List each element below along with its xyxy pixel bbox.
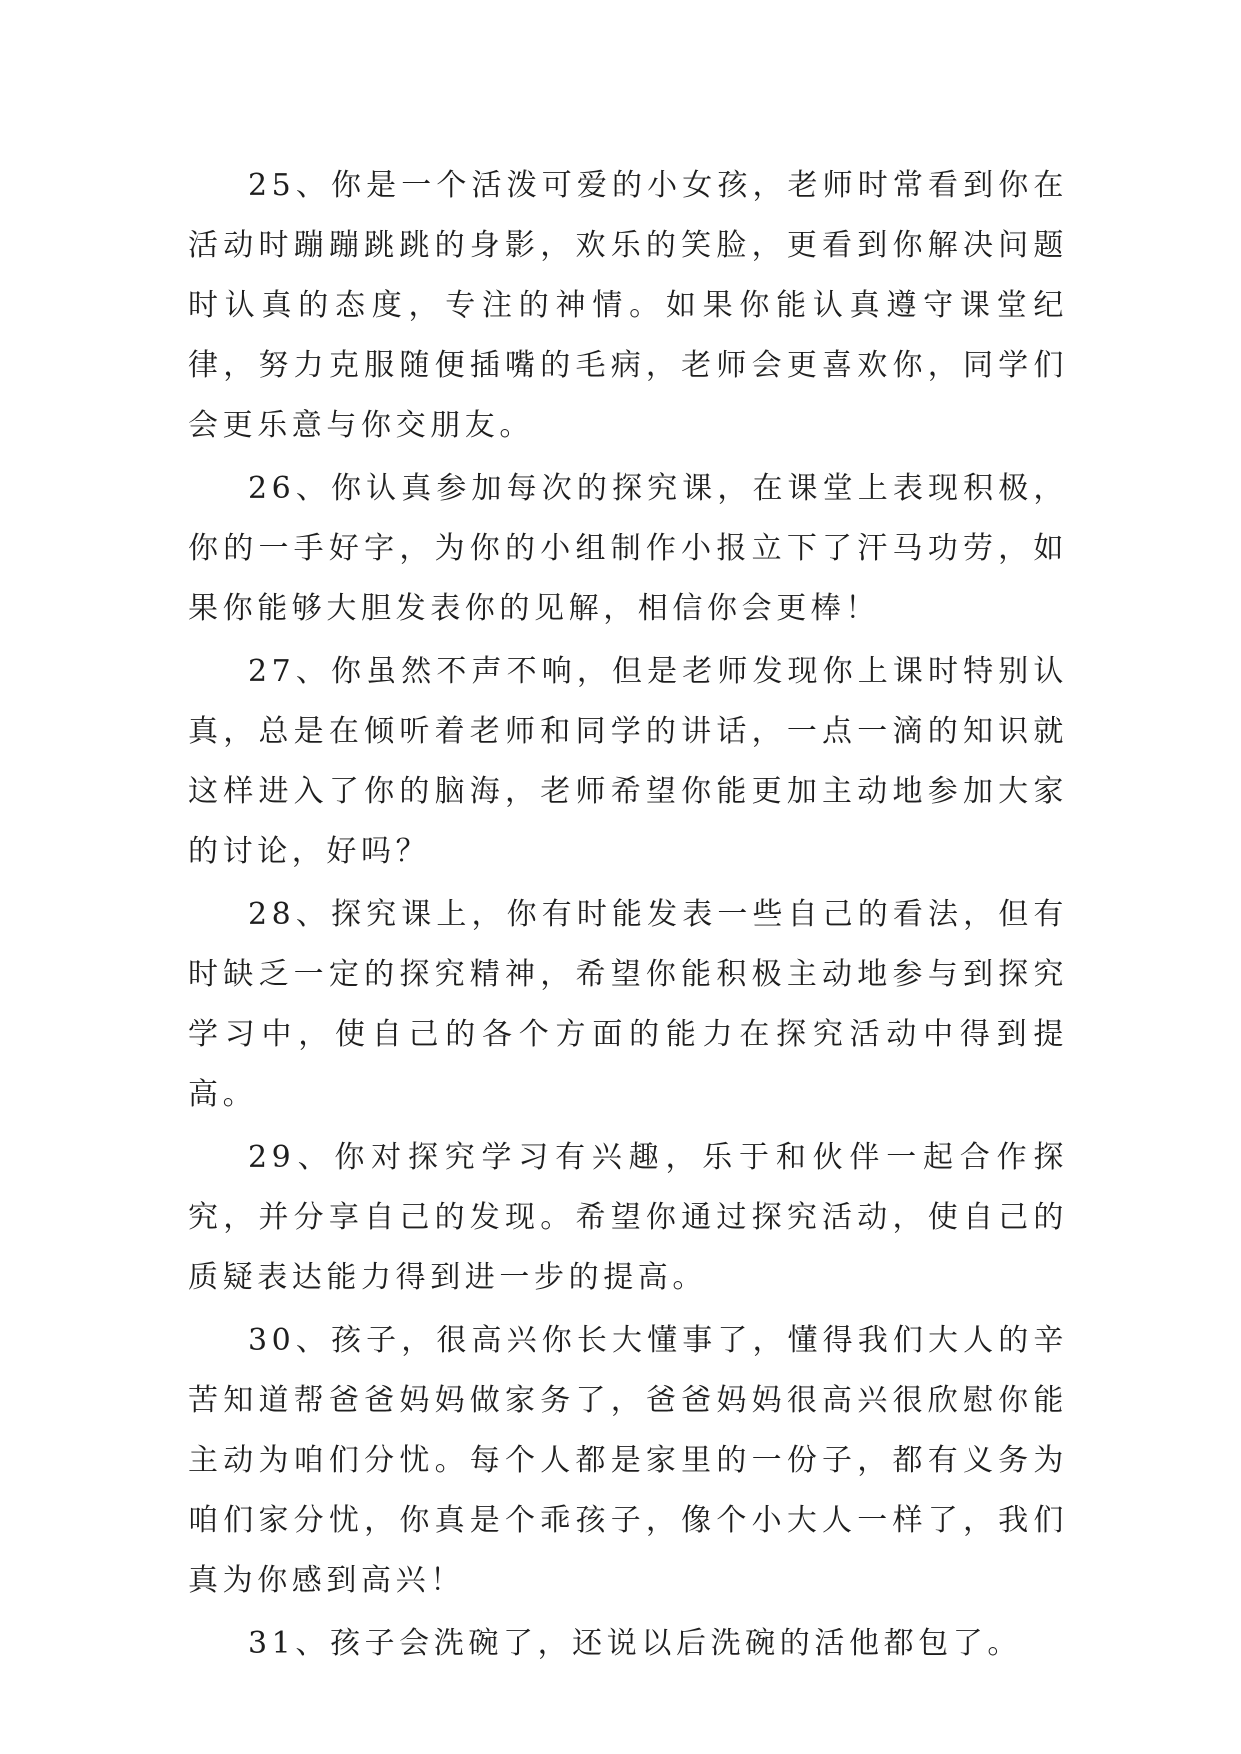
- paragraph-28: 28、探究课上，你有时能发表一些自己的看法，但有时缺乏一定的探究精神，希望你能积极主动地参与到探究学习中，使自己的各个方面的能力在探究活动中得到提高。: [188, 897, 1068, 1112]
- paragraph-26: 26、你认真参加每次的探究课，在课堂上表现积极，你的一手好字，为你的小组制作小报立下了汗马功劳，如果你能够大胆发表你的见解，相信你会更棒！: [188, 471, 1068, 626]
- paragraph-30: 30、孩子，很高兴你长大懂事了，懂得我们大人的辛苦知道帮爸爸妈妈做家务了，爸爸妈妈很高兴很欣慰你能主动为咱们分忧。每个人都是家里的一份子，都有义务为咱们家分忧，你真是个乖孩子，像个小大人一样了，我们真为你感到高兴！: [188, 1323, 1068, 1598]
- paragraph-31: 31、孩子会洗碗了，还说以后洗碗的活他都包了。: [248, 1626, 1022, 1661]
- paragraph-27: 27、你虽然不声不响，但是老师发现你上课时特别认真，总是在倾听着老师和同学的讲话，一点一滴的知识就这样进入了你的脑海，老师希望你能更加主动地参加大家的讨论，好吗？: [188, 654, 1068, 869]
- document-body: [188, 156, 1068, 1677]
- paragraph-29: 29、你对探究学习有兴趣，乐于和伙伴一起合作探究，并分享自己的发现。希望你通过探究活动，使自己的质疑表达能力得到进一步的提高。: [188, 1140, 1068, 1295]
- paragraph-25: 25、你是一个活泼可爱的小女孩，老师时常看到你在活动时蹦蹦跳跳的身影，欢乐的笑脸，更看到你解决问题时认真的态度，专注的神情。如果你能认真遵守课堂纪律，努力克服随便插嘴的毛病，老师会更喜欢你，同学们会更乐意与你交朋友。: [188, 168, 1068, 443]
